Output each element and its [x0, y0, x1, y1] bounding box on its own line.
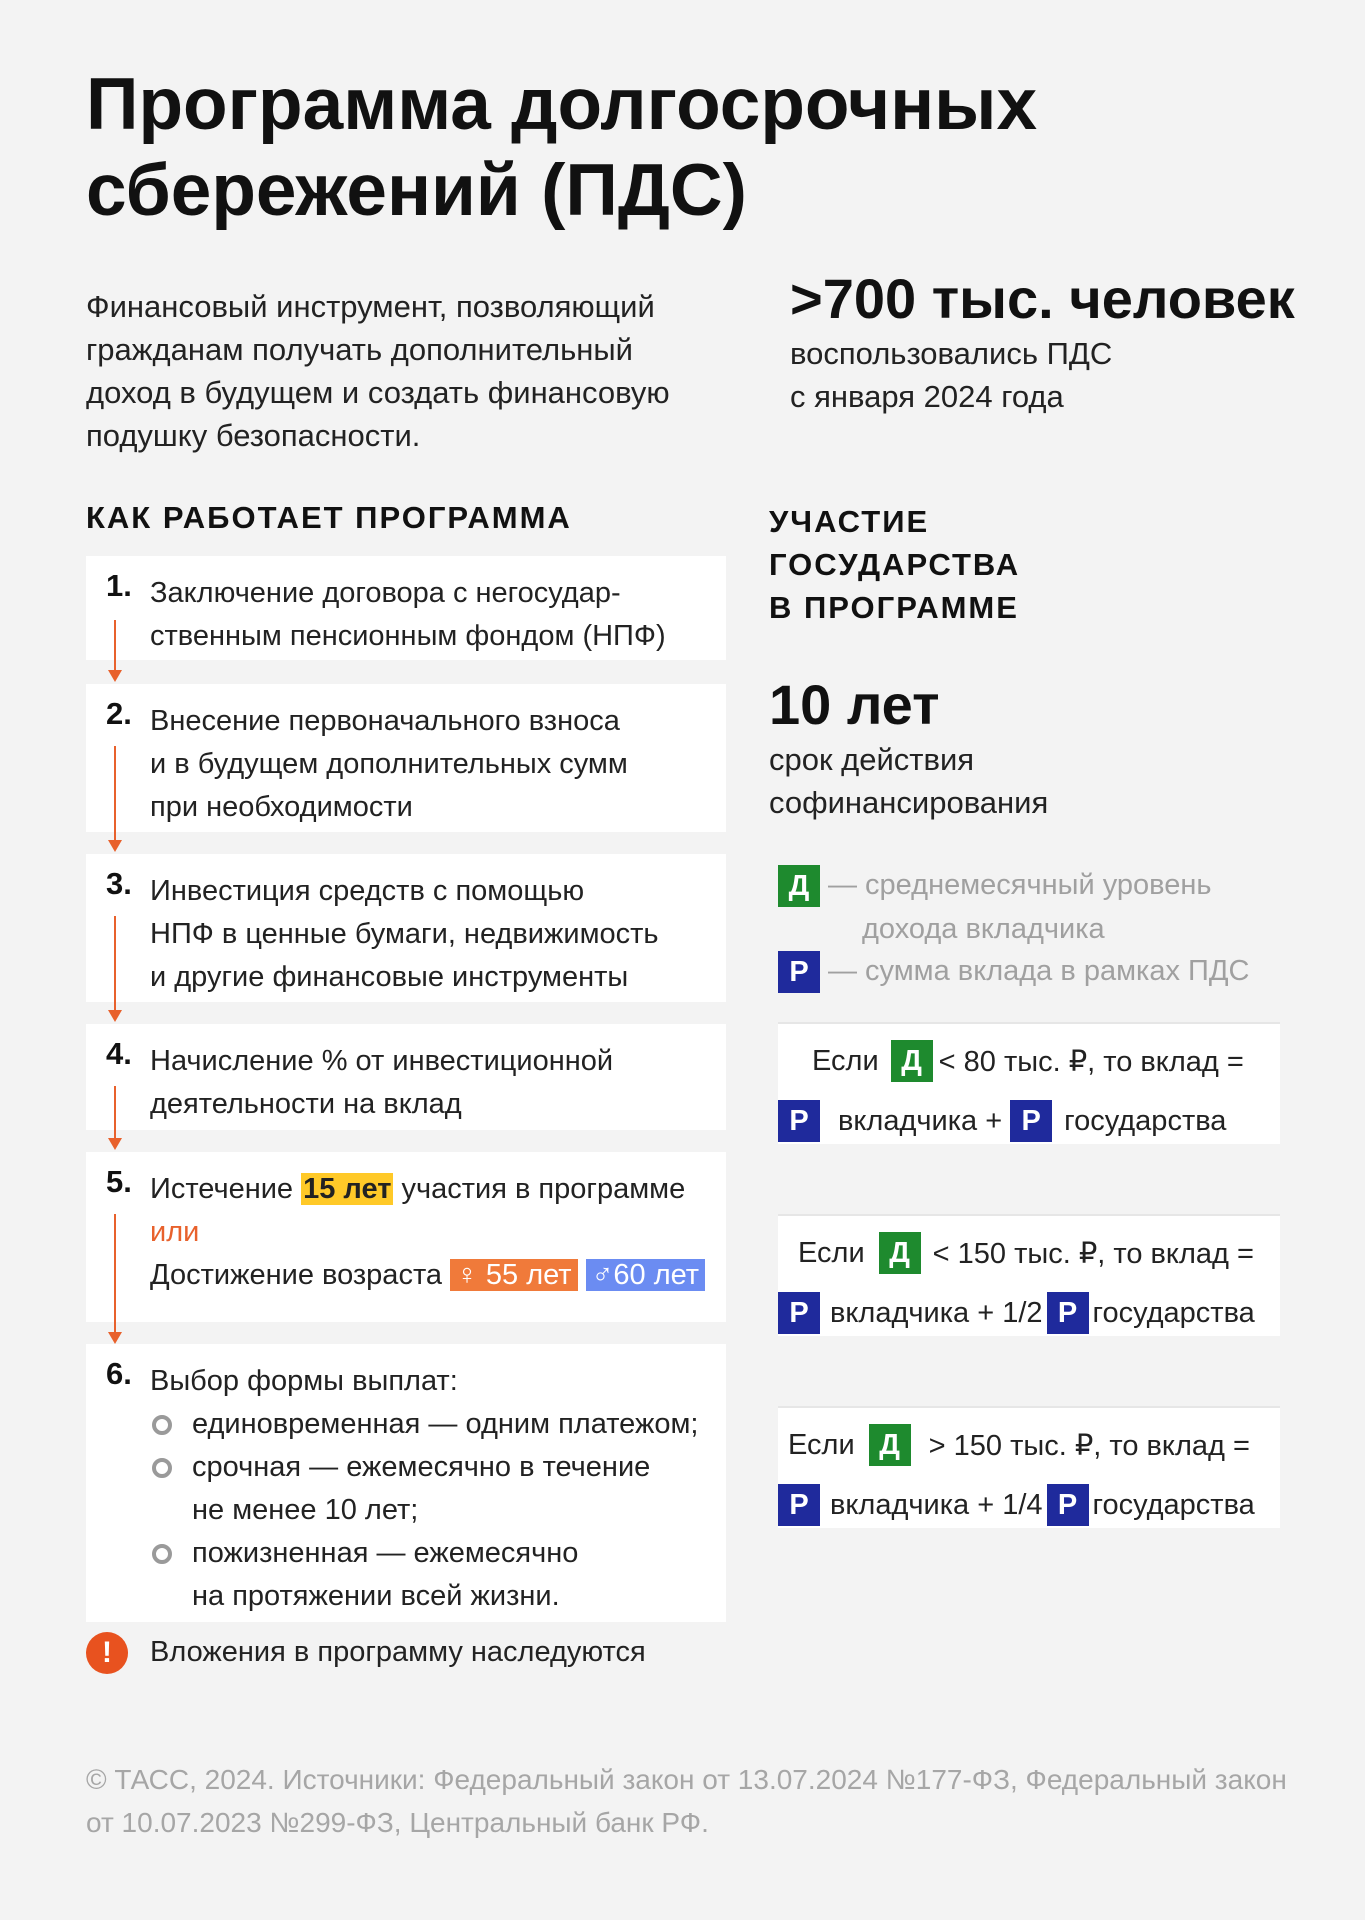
- circle-bullet-icon: [152, 1415, 172, 1435]
- income-symbol-icon: Д: [879, 1232, 921, 1274]
- formula-condition-text: > 150 тыс. ₽, то вклад =: [928, 1429, 1250, 1462]
- participants-stat-value: >700 тыс. человек: [790, 267, 1295, 330]
- circle-bullet-icon: [152, 1458, 172, 1478]
- payout-option-line: срочная — ежемесячно в течение: [192, 1451, 651, 1483]
- payout-option: [150, 1403, 720, 1446]
- step-4-card: [86, 1024, 726, 1130]
- participants-stat: [790, 266, 1330, 418]
- page-title-line-2: сбережений (ПДС): [86, 150, 747, 231]
- participants-stat-line: с января 2024 года: [790, 379, 1064, 414]
- intro-line: гражданам получать дополнительный: [86, 332, 633, 367]
- formula-card: [778, 1406, 1280, 1528]
- deposit-symbol-icon: Р: [1047, 1292, 1089, 1334]
- step-1-card: [86, 556, 726, 660]
- step-text-line: и другие финансовые инструменты: [150, 961, 629, 993]
- step-text-line: Начисление % от инвестиционной: [150, 1045, 614, 1077]
- deposit-symbol-icon: Р: [1010, 1100, 1052, 1142]
- step-text-line: деятельности на вклад: [150, 1088, 462, 1120]
- step-number: 3.: [106, 866, 132, 901]
- step-2-card: [86, 684, 726, 832]
- formula-condition: [778, 1214, 1280, 1290]
- state-heading-line: В ПРОГРАММЕ: [769, 590, 1019, 625]
- step-text-line: и в будущем дополнительных сумм: [150, 748, 628, 780]
- formula-right-text: государства: [1064, 1104, 1227, 1137]
- step-5-post-text: участия в программе: [393, 1173, 686, 1205]
- participants-stat-line: воспользовались ПДС: [790, 336, 1113, 371]
- arrow-down-icon: [108, 916, 122, 1022]
- step-number: 4.: [106, 1036, 132, 1071]
- legend-income-continued: дохода вкладчика: [862, 913, 1105, 945]
- cofinancing-years-line: срок действия: [769, 742, 975, 777]
- legend-income: [778, 864, 1212, 907]
- formula-right-text: государства: [1092, 1488, 1255, 1521]
- legend-deposit: [778, 950, 1249, 993]
- deposit-symbol-icon: Р: [778, 1484, 820, 1526]
- intro-line: Финансовый инструмент, позволяющий: [86, 289, 655, 324]
- step-5-line-1: [150, 1168, 720, 1211]
- duration-highlight: 15 лет: [303, 1173, 392, 1205]
- step-text-line: НПФ в ценные бумаги, недвижимость: [150, 918, 659, 950]
- formula-result: [778, 1290, 1280, 1336]
- step-6-card: [86, 1344, 726, 1622]
- formula-card: [778, 1022, 1280, 1144]
- formula-condition: [778, 1022, 1280, 1098]
- formula-result: [778, 1098, 1280, 1144]
- formula-right-text: государства: [1092, 1296, 1255, 1329]
- formula-condition: [778, 1406, 1280, 1482]
- cofinancing-years-text: [769, 738, 1048, 824]
- page-title: [86, 62, 1286, 234]
- legend-income-text: — среднемесячный уровень: [828, 869, 1212, 901]
- payout-option-line: на протяжении всей жизни.: [192, 1580, 560, 1612]
- participants-stat-text: [790, 332, 1330, 418]
- step-number: 2.: [106, 696, 132, 731]
- cofinancing-years-value: 10 лет: [769, 673, 940, 736]
- payout-option-line: не менее 10 лет;: [192, 1494, 419, 1526]
- page-title-line-1: Программа долгосрочных: [86, 64, 1038, 145]
- step-text: [150, 572, 720, 658]
- formula-if: Если: [788, 1428, 855, 1461]
- payout-option-line: пожизненная — ежемесячно: [192, 1537, 579, 1569]
- step-3-card: [86, 854, 726, 1002]
- formula-if: Если: [812, 1044, 879, 1077]
- step-text-line: при необходимости: [150, 791, 413, 823]
- payout-option: [150, 1532, 720, 1618]
- deposit-symbol-icon: Р: [778, 951, 820, 993]
- step-text: [150, 700, 720, 829]
- formula-left-text: вкладчика + 1/2: [830, 1296, 1043, 1329]
- female-age-badge: ♀ 55 лет: [450, 1259, 578, 1291]
- deposit-symbol-icon: Р: [1047, 1484, 1089, 1526]
- step-text: [150, 1168, 720, 1297]
- age-text: Достижение возраста: [150, 1259, 443, 1291]
- cofinancing-years-line: софинансирования: [769, 785, 1049, 820]
- step-text-line: Внесение первоначального взноса: [150, 705, 620, 737]
- intro-line: подушку безопасности.: [86, 418, 421, 453]
- step-text-line: Инвестиция средств с помощью: [150, 875, 585, 907]
- formula-card: [778, 1214, 1280, 1336]
- payout-option-line: единовременная — одним платежом;: [192, 1408, 699, 1440]
- step-number: 6.: [106, 1356, 132, 1391]
- circle-bullet-icon: [152, 1544, 172, 1564]
- how-it-works-heading: КАК РАБОТАЕТ ПРОГРАММА: [86, 500, 572, 535]
- arrow-down-icon: [108, 746, 122, 852]
- intro-line: доход в будущем и создать финансовую: [86, 375, 670, 410]
- inheritance-note-text: Вложения в программу наследуются: [150, 1636, 646, 1668]
- step-number: 1.: [106, 568, 132, 603]
- state-heading-line: ГОСУДАРСТВА: [769, 547, 1021, 582]
- deposit-symbol-icon: Р: [778, 1292, 820, 1334]
- step-number: 5.: [106, 1164, 132, 1199]
- income-symbol-icon: Д: [869, 1424, 911, 1466]
- formula-result: [778, 1482, 1280, 1528]
- step-5-line-3: [150, 1254, 720, 1297]
- payout-option: [150, 1446, 720, 1532]
- inheritance-note: [86, 1632, 726, 1676]
- arrow-down-icon: [108, 620, 122, 682]
- arrow-down-icon: [108, 1086, 122, 1150]
- step-5-card: [86, 1152, 726, 1322]
- formula-left-text: вкладчика +: [838, 1104, 1003, 1137]
- male-age-badge: ♂60 лет: [586, 1259, 705, 1291]
- step-text: [150, 1040, 720, 1126]
- arrow-down-icon: [108, 1214, 122, 1344]
- or-label: или: [150, 1216, 200, 1248]
- source-footer: © ТАСС, 2024. Источники: Федеральный закон от 13.07.2024 №177-ФЗ, Федеральный закон от 10.07.2023 №299-ФЗ, Центральный банк РФ.: [86, 1764, 1287, 1838]
- deposit-symbol-icon: Р: [778, 1100, 820, 1142]
- step-5-pre-text: Истечение: [150, 1173, 302, 1205]
- income-symbol-icon: Д: [778, 865, 820, 907]
- step-text-line: ственным пенсионным фондом (НПФ): [150, 620, 666, 652]
- intro-paragraph: [86, 285, 736, 457]
- formula-left-text: вкладчика + 1/4: [830, 1488, 1043, 1521]
- formula-condition-text: < 80 тыс. ₽, то вклад =: [938, 1045, 1244, 1078]
- legend-deposit-text: — сумма вклада в рамках ПДС: [828, 955, 1250, 987]
- formula-condition-text: < 150 тыс. ₽, то вклад =: [932, 1237, 1254, 1270]
- step-text: [150, 870, 720, 999]
- payout-intro: Выбор формы выплат:: [150, 1365, 458, 1397]
- income-symbol-icon: Д: [891, 1040, 933, 1082]
- state-participation-heading: [769, 500, 1020, 629]
- formula-if: Если: [798, 1236, 865, 1269]
- step-text-line: Заключение договора с негосудар-: [150, 577, 621, 609]
- state-heading-line: УЧАСТИЕ: [769, 504, 930, 539]
- step-text: [150, 1360, 720, 1618]
- exclamation-icon: !: [86, 1632, 128, 1674]
